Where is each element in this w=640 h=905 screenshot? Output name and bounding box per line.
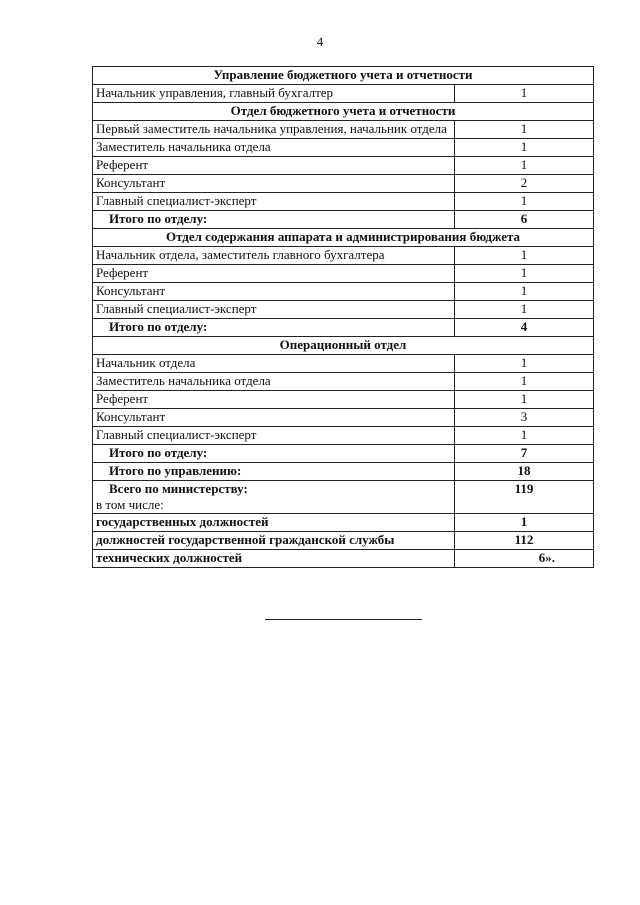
table-row — [93, 175, 594, 193]
count-cell: 1 — [455, 139, 594, 157]
section-header — [93, 229, 594, 247]
table-row — [93, 121, 594, 139]
ministry-total-value: 119 — [455, 481, 594, 514]
table-row — [93, 409, 594, 427]
count-cell: 1 — [455, 283, 594, 301]
table-row — [93, 355, 594, 373]
count-cell: 1 — [455, 193, 594, 211]
table-row — [93, 373, 594, 391]
count-cell: 1 — [455, 157, 594, 175]
section-header — [93, 337, 594, 355]
department-total-row — [93, 211, 594, 229]
position-cell: Главный специалист-эксперт — [93, 193, 455, 211]
position-cell: Начальник отдела, заместитель главного бухгалтера — [93, 247, 455, 265]
total-value: 6 — [455, 211, 594, 229]
page-number: 4 — [316, 34, 324, 49]
position-cell: Главный специалист-эксперт — [93, 301, 455, 319]
ministry-total-row — [93, 481, 594, 514]
ministry-total-label: Всего по министерству: — [109, 481, 248, 496]
count-cell: 2 — [455, 175, 594, 193]
count-cell: 1 — [455, 247, 594, 265]
department-total-row — [93, 319, 594, 337]
position-cell: Начальник управления, главный бухгалтер — [93, 85, 455, 103]
position-cell: Консультант — [93, 409, 455, 427]
position-cell: Главный специалист-эксперт — [93, 427, 455, 445]
management-total-label: Итого по управлению: — [93, 463, 455, 481]
total-label: Итого по отделу: — [93, 445, 455, 463]
section-title: Отдел бюджетного учета и отчетности — [93, 103, 594, 121]
count-cell: 1 — [455, 85, 594, 103]
section-title: Операционный отдел — [93, 337, 594, 355]
position-cell: Консультант — [93, 283, 455, 301]
ministry-total-label-cell — [93, 481, 455, 514]
breakdown-label: технических должностей — [93, 550, 455, 568]
breakdown-row — [93, 514, 594, 532]
table-row — [93, 139, 594, 157]
position-cell: Заместитель начальника отдела — [93, 139, 455, 157]
department-total-row — [93, 445, 594, 463]
breakdown-row — [93, 532, 594, 550]
management-total-value: 18 — [455, 463, 594, 481]
breakdown-value: 1 — [455, 514, 594, 532]
closing-divider-line — [265, 619, 422, 620]
count-cell: 3 — [455, 409, 594, 427]
management-total-row — [93, 463, 594, 481]
table-row — [93, 301, 594, 319]
total-label: Итого по отделу: — [93, 319, 455, 337]
section-title: Управление бюджетного учета и отчетности — [93, 67, 594, 85]
position-cell: Первый заместитель начальника управления, начальник отдела — [93, 121, 455, 139]
count-cell: 1 — [455, 121, 594, 139]
count-cell: 1 — [455, 301, 594, 319]
section-header — [93, 67, 594, 85]
count-cell: 1 — [455, 355, 594, 373]
table-row — [93, 391, 594, 409]
position-cell: Начальник отдела — [93, 355, 455, 373]
table-row — [93, 193, 594, 211]
table-row — [93, 265, 594, 283]
staff-schedule-table — [92, 66, 594, 568]
table-row — [93, 427, 594, 445]
position-cell: Заместитель начальника отдела — [93, 373, 455, 391]
count-cell: 1 — [455, 373, 594, 391]
table-row — [93, 85, 594, 103]
position-cell: Референт — [93, 157, 455, 175]
position-cell: Референт — [93, 391, 455, 409]
position-cell: Консультант — [93, 175, 455, 193]
total-value: 7 — [455, 445, 594, 463]
count-cell: 1 — [455, 391, 594, 409]
total-value: 4 — [455, 319, 594, 337]
count-cell: 1 — [455, 265, 594, 283]
section-header — [93, 103, 594, 121]
count-cell: 1 — [455, 427, 594, 445]
breakdown-value: 112 — [455, 532, 594, 550]
breakdown-label: должностей государственной гражданской службы — [93, 532, 455, 550]
total-label: Итого по отделу: — [93, 211, 455, 229]
ministry-total-sublabel: в том числе: — [96, 497, 164, 512]
position-cell: Референт — [93, 265, 455, 283]
breakdown-row — [93, 550, 594, 568]
breakdown-label: государственных должностей — [93, 514, 455, 532]
table-row — [93, 283, 594, 301]
section-title: Отдел содержания аппарата и администрирования бюджета — [93, 229, 594, 247]
table-row — [93, 157, 594, 175]
breakdown-value: 6». — [455, 550, 594, 568]
table-row — [93, 247, 594, 265]
